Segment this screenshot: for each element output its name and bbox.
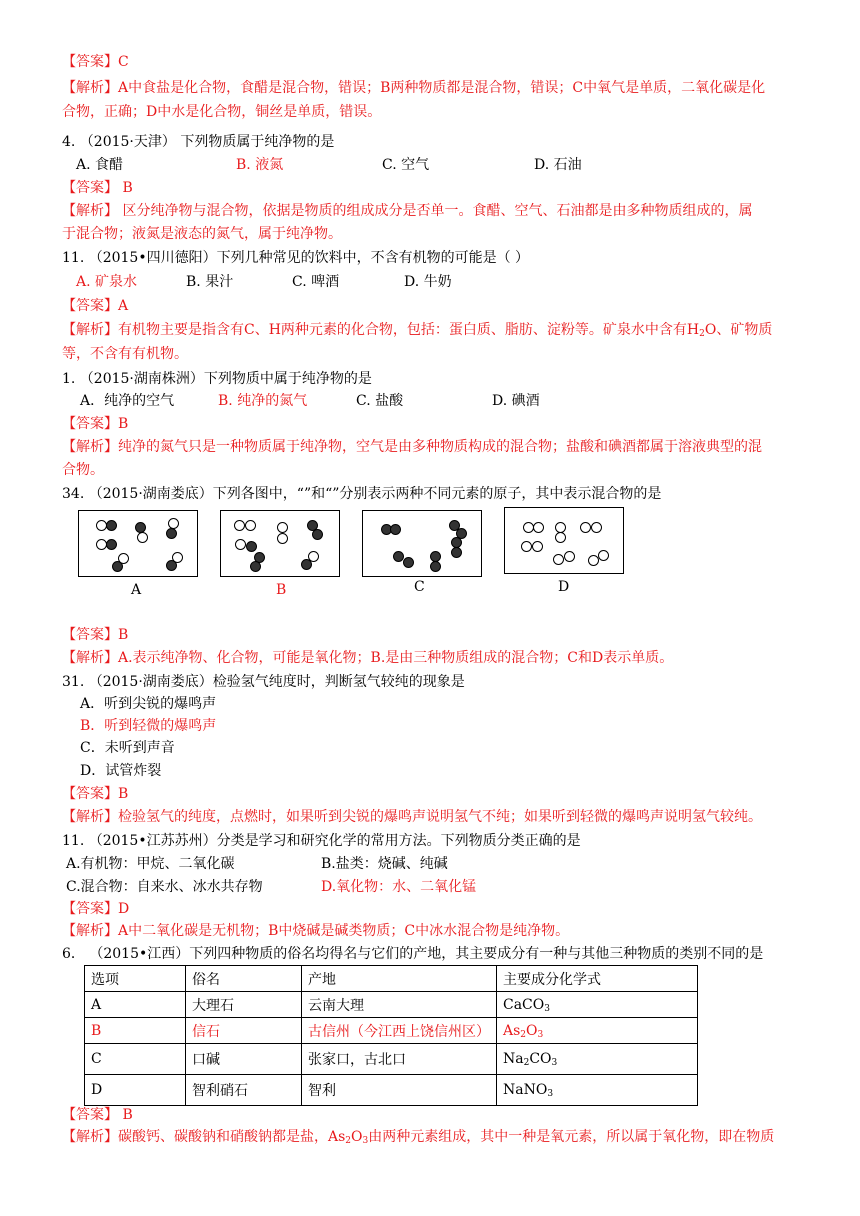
option-d: D．试管炸裂 (80, 763, 162, 779)
analysis-line: 【解析】 区分纯净物与混合物，依据是物质的组成成分是否单一。食醋、空气、石油都是由多种物质组成的，属 (62, 203, 753, 219)
question-options: A．纯净的空气 B. 纯净的氮气 C. 盐酸 D. 碘酒 (80, 393, 540, 409)
analysis-line: 【解析】碳酸钙、碳酸钠和硝酸钠都是盐，$As_2O_3$由两种元素组成，其中一种是氧元素，所以属于氧化物，即在物质 (62, 1129, 775, 1146)
table-row: A 大理石 云南大理 CaCO$_3$ (85, 992, 698, 1018)
answer-line: 【答案】B (62, 416, 129, 432)
question-stem: 11. （2015•四川德阳）下列几种常见的饮料中，不含有机物的可能是（ ） (62, 250, 530, 266)
table-header-row: 选项 俗名 产地 主要成分化学式 (85, 966, 698, 992)
diagram-label-a: A (131, 582, 142, 598)
analysis-line: 【解析】纯净的氮气只是一种物质属于纯净物，空气是由多种物质构成的混合物；盐酸和碘酒都属于溶液典型的混 (62, 439, 762, 455)
answer-line: 【答案】A (62, 298, 129, 314)
analysis-line-cont: 于混合物；液氮是液态的氮气，属于纯净物。 (62, 226, 342, 242)
analysis-line-cont: 等，不含有有机物。 (62, 346, 188, 362)
option-b: B．听到轻微的爆鸣声 (80, 718, 217, 734)
option-a: A．听到尖锐的爆鸣声 (80, 696, 217, 712)
question-options: A. 食醋 B. 液氮 C. 空气 D. 石油 (76, 157, 582, 173)
question-stem: 11. （2015•江苏苏州）分类是学习和研究化学的常用方法。下列物质分类正确的是 (62, 833, 581, 849)
diagram-label-d: D (558, 579, 570, 595)
molecule-diagram-a (78, 510, 198, 577)
answer-line: 【答案】C (62, 54, 129, 70)
table-row: B 信石 古信州（今江西上饶信州区） $As_2O_3$ (85, 1018, 698, 1044)
question-stem: 1. （2015·湖南株洲）下列物质中属于纯净物的是 (62, 371, 372, 387)
analysis-line: 【解析】A.表示纯净物、化合物，可能是氧化物；B.是由三种物质组成的混合物；C和D表示单质。 (62, 650, 674, 666)
table-row: C 口碱 张家口，古北口 $Na_2CO_3$ (85, 1044, 698, 1075)
answer-line: 【答案】B (62, 786, 129, 802)
analysis-line-cont: 合物，正确；D中水是化合物，铜丝是单质，错误。 (62, 104, 382, 120)
answer-line: 【答案】D (62, 901, 130, 917)
question-stem: 31. （2015·湖南娄底）检验氢气纯度时，判断氢气较纯的现象是 (62, 674, 465, 690)
question-stem: 34. （2015·湖南娄底）下列各图中，“”和“”分别表示两种不同元素的原子，其中表示混合物的是 (62, 486, 662, 502)
option-c: C．未听到声音 (80, 740, 175, 756)
analysis-line-cont: 合物。 (62, 462, 104, 478)
question-options-row2: C.混合物：自来水、冰水共存物 D.氧化物：水、二氧化锰 (66, 879, 477, 895)
analysis-line: 【解析】A中二氧化碳是无机物；B中烧碱是碱类物质；C中冰水混合物是纯净物。 (62, 923, 570, 939)
minerals-table (84, 965, 698, 1106)
diagram-label-b: B (276, 582, 287, 598)
question-options-row1: A.有机物：甲烷、二氧化碳 B.盐类：烧碱、纯碱 (66, 856, 448, 872)
diagram-label-c: C (414, 579, 425, 595)
molecule-diagram-b (220, 510, 340, 577)
question-stem: 6． （2015•江西）下列四种物质的俗名均得名与它们的产地，其主要成分有一种与其他三种物质的类别不同的是 (62, 946, 764, 962)
table-row: D 智利硝石 智利 NaNO$_3$ (85, 1075, 698, 1106)
question-options: A. 矿泉水 B. 果汁 C. 啤酒 D. 牛奶 (76, 274, 452, 290)
answer-line: 【答案】 B (62, 1107, 133, 1123)
question-stem: 4. （2015·天津） 下列物质属于纯净物的是 (62, 134, 335, 150)
analysis-line: 【解析】检验氢气的纯度，点燃时，如果听到尖锐的爆鸣声说明氢气不纯；如果听到轻微的爆鸣声说明氢气较纯。 (62, 809, 762, 825)
answer-line: 【答案】B (62, 627, 129, 643)
answer-line: 【答案】 B (62, 180, 133, 196)
molecule-diagram-c (362, 510, 482, 577)
molecule-diagram-d (504, 507, 624, 574)
analysis-line: 【解析】A中食盐是化合物，食醋是混合物，错误；B两种物质都是混合物，错误；C中氧气是单质，二氧化碳是化 (62, 80, 766, 96)
analysis-line: 【解析】有机物主要是指含有C、H两种元素的化合物，包括：蛋白质、脂肪、淀粉等。矿泉水中含有$H_2O$、矿物质 (62, 322, 773, 339)
